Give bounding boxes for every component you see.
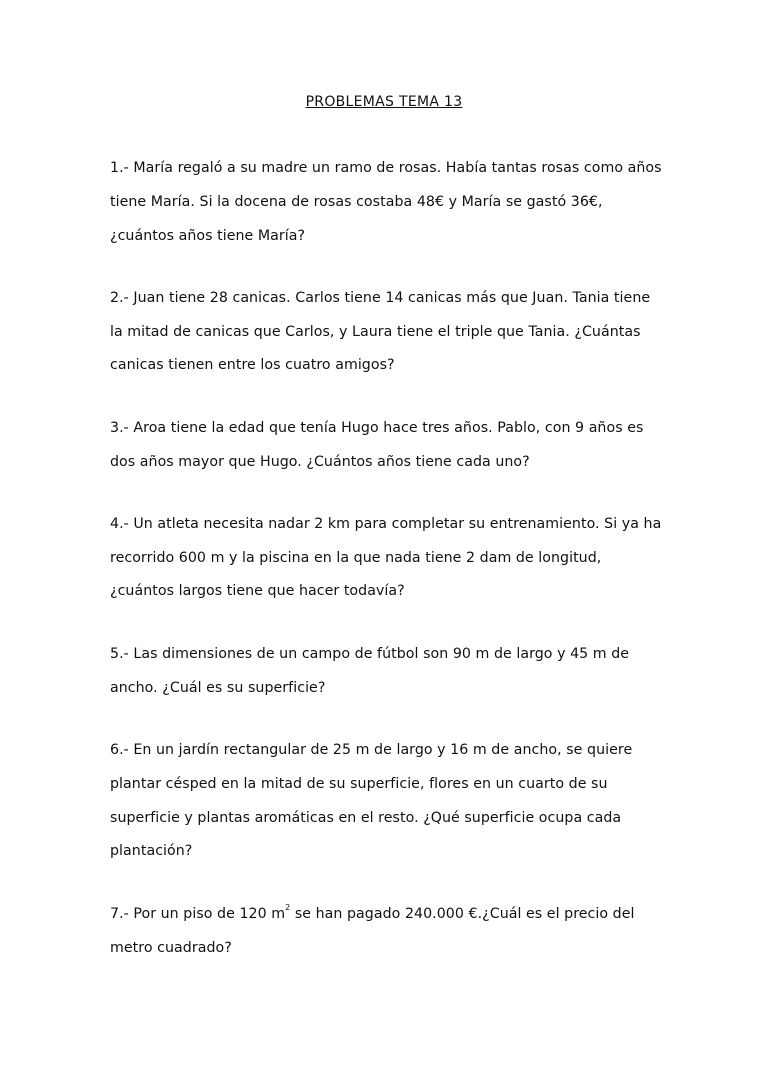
problem-5-line-2: ancho. ¿Cuál es su superficie? xyxy=(110,680,326,696)
problem-3-line-2: dos años mayor que Hugo. ¿Cuántos años tiene cada uno? xyxy=(110,454,530,470)
problem-7-line-1-start: 7.- Por un piso de 120 m xyxy=(110,906,286,922)
problem-2-line-1: 2.- Juan tiene 28 canicas. Carlos tiene 14 canicas más que Juan. Tania tiene xyxy=(110,290,651,306)
problem-1-line-1: 1.- María regaló a su madre un ramo de rosas. Había tantas rosas como años xyxy=(110,160,662,176)
problem-6-line-1: 6.- En un jardín rectangular de 25 m de largo y 16 m de ancho, se quiere xyxy=(110,742,633,758)
problem-4-line-2: recorrido 600 m y la piscina en la que nada tiene 2 dam de longitud, xyxy=(110,550,602,566)
problem-7-line-1-end: se han pagado 240.000 €.¿Cuál es el precio del xyxy=(290,906,635,922)
problem-1-line-3: ¿cuántos años tiene María? xyxy=(110,228,306,244)
problem-6-line-2: plantar césped en la mitad de su superficie, flores en un cuarto de su xyxy=(110,776,608,792)
problem-7-line-2: metro cuadrado? xyxy=(110,940,232,956)
problem-3-line-1: 3.- Aroa tiene la edad que tenía Hugo hace tres años. Pablo, con 9 años es xyxy=(110,420,644,436)
problem-2-line-2: la mitad de canicas que Carlos, y Laura tiene el triple que Tania. ¿Cuántas xyxy=(110,324,641,340)
problem-6-line-3: superficie y plantas aromáticas en el resto. ¿Qué superficie ocupa cada xyxy=(110,810,622,826)
problem-6-line-4: plantación? xyxy=(110,843,193,859)
problem-2-line-3: canicas tienen entre los cuatro amigos? xyxy=(110,357,395,373)
problem-4-line-3: ¿cuántos largos tiene que hacer todavía? xyxy=(110,583,405,599)
document-title: PROBLEMAS TEMA 13 xyxy=(305,94,463,110)
problem-1-line-2: tiene María. Si la docena de rosas costaba 48€ y María se gastó 36€, xyxy=(110,194,603,210)
problem-5-line-1: 5.- Las dimensiones de un campo de fútbol son 90 m de largo y 45 m de xyxy=(110,646,630,662)
problem-7-line-1 xyxy=(110,904,635,924)
problem-4-line-1: 4.- Un atleta necesita nadar 2 km para completar su entrenamiento. Si ya ha xyxy=(110,516,662,532)
squared-superscript: 2 xyxy=(285,903,291,912)
